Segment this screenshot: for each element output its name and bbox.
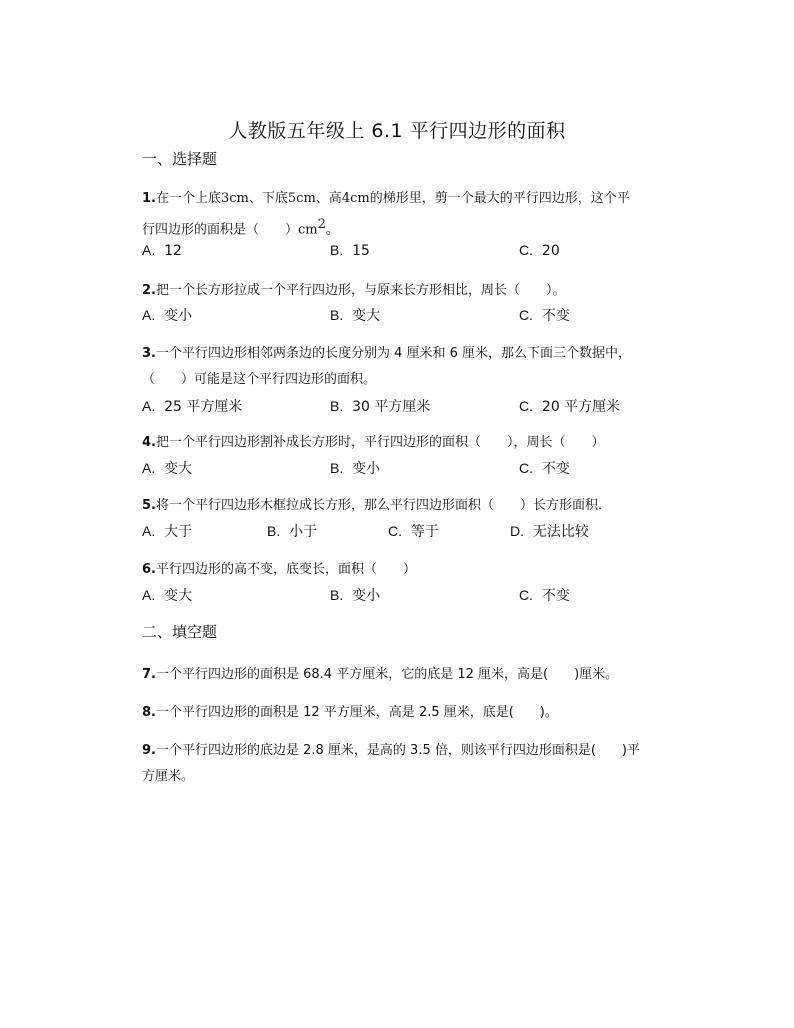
option-letter: C. [519,587,533,603]
option-letter: C. [388,523,402,539]
option-b[interactable] [330,585,380,605]
question-text: 在一个上底 [155,191,221,206]
section-heading-fill: 二、填空题 [142,623,218,641]
option-letter: B. [330,242,344,258]
option-text: 大于 [164,524,193,540]
question-text: 、下底 [248,191,288,206]
option-text: 20 平方厘米 [541,399,621,415]
option-c[interactable] [519,242,560,259]
option-c[interactable] [519,396,620,416]
option-text: 20 [541,243,560,259]
question-5 [142,493,662,519]
option-text: 变小 [352,588,381,604]
option-letter: A. [142,398,156,414]
question-number: 6. [142,562,156,577]
question-7 [142,662,662,688]
math-unit-exponent: 2 [317,217,326,232]
option-letter: C. [519,307,533,323]
option-letter: C. [519,398,533,414]
option-d[interactable] [510,521,589,541]
option-text: 30 平方厘米 [352,399,431,415]
option-text: 变小 [164,308,193,324]
math-value: 5cm [287,191,316,206]
option-letter: D. [510,523,524,539]
option-text: 12 [164,243,182,259]
question-2-options [142,305,702,327]
question-text: 平行四边形的高不变，底变长，面积（ ） [155,562,416,577]
question-text: 把一个平行四边形割补成长方形时，平行四边形的面积（ ），周长（ ） [155,435,605,450]
question-4 [142,430,662,456]
question-5-options [142,521,702,543]
question-number: 8. [142,705,156,720]
question-text: 行四边形的面积是（ ） [142,222,299,238]
question-2 [142,278,662,304]
question-9-line-1 [142,738,662,764]
question-number: 7. [142,667,156,682]
question-3-options [142,396,702,418]
question-6 [142,557,662,583]
question-4-options [142,458,702,480]
page-title: 人教版五年级上 6.1 平行四边形的面积 [228,120,566,142]
math-unit: cm [298,222,318,238]
option-text: 25 平方厘米 [164,399,243,415]
option-letter: B. [330,398,344,414]
question-9 [142,738,662,790]
question-1-line-2 [142,212,662,243]
option-a[interactable] [142,242,182,259]
question-text: 把一个长方形拉成一个平行四边形，与原来长方形相比，周长（ ）。 [155,283,566,298]
question-text: 、高 [315,191,342,206]
question-number: 9. [142,743,156,758]
question-text: 一个平行四边形的面积是 12 平方厘米，高是 2.5 厘米，底是( )。 [155,705,558,720]
question-number: 4. [142,435,156,450]
question-number: 3. [142,346,156,361]
option-b[interactable] [330,458,380,478]
option-b[interactable] [267,521,317,541]
option-c[interactable] [388,521,439,541]
question-text: 一个平行四边形的底边是 2.8 厘米，是高的 3.5 倍，则该平行四边形面积是( )平 [155,743,641,758]
section-heading-choice: 一、选择题 [142,150,218,168]
option-c[interactable] [519,305,570,325]
math-value: 3cm [221,191,249,206]
option-letter: B. [330,460,344,476]
option-letter: A. [142,523,156,539]
option-a[interactable] [142,585,192,605]
option-text: 不变 [541,588,570,604]
option-letter: B. [267,523,281,539]
question-number: 5. [142,498,156,513]
option-a[interactable] [142,458,192,478]
option-c[interactable] [519,585,570,605]
option-b[interactable] [330,396,430,416]
option-text: 无法比较 [532,524,589,540]
question-3 [142,341,662,393]
option-a[interactable] [142,305,192,325]
option-text: 等于 [410,524,439,540]
option-letter: C. [519,242,533,258]
option-text: 不变 [541,308,570,324]
question-1-line-1 [142,186,662,212]
option-a[interactable] [142,521,192,541]
option-text: 小于 [289,524,318,540]
option-letter: A. [142,460,156,476]
option-text: 不变 [541,461,570,477]
option-b[interactable] [330,305,380,325]
question-8 [142,700,662,726]
question-text: 一个平行四边形的面积是 68.4 平方厘米，它的底是 12 厘米，高是( )厘米。 [155,667,619,682]
option-letter: A. [142,242,156,258]
question-text: 将一个平行四边形木框拉成长方形，那么平行四边形面积（ ）长方形面积． [155,498,611,513]
option-a[interactable] [142,396,242,416]
question-3-line-1 [142,341,662,367]
question-9-line-2: 方厘米。 [142,769,195,784]
option-letter: B. [330,587,344,603]
option-letter: A. [142,587,156,603]
question-3-line-2: （ ）可能是这个平行四边形的面积。 [142,372,377,387]
question-text: 的梯形里，剪一个最大的平行四边形，这个平 [369,191,630,206]
option-text: 变大 [352,308,381,324]
math-value: 4cm [341,191,370,206]
question-1 [142,186,662,243]
question-number: 2. [142,283,156,298]
question-number: 1. [142,191,156,206]
option-b[interactable] [330,242,370,259]
option-text: 15 [352,243,370,259]
option-text: 变小 [352,461,381,477]
option-letter: B. [330,307,344,323]
question-1-options [142,242,702,264]
option-text: 变大 [164,588,193,604]
question-text: 一个平行四边形相邻两条边的长度分别为 4 厘米和 6 厘米，那么下面三个数据中， [155,346,632,361]
option-c[interactable] [519,458,570,478]
question-text: 。 [325,222,339,238]
option-letter: C. [519,460,533,476]
option-letter: A. [142,307,156,323]
question-6-options [142,585,702,607]
option-text: 变大 [164,461,193,477]
